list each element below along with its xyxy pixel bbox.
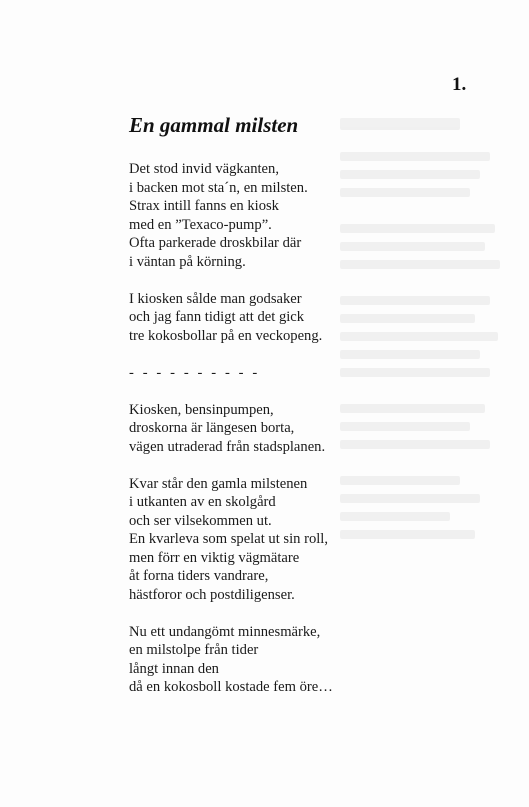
poem-line: Ofta parkerade droskbilar där xyxy=(129,235,302,251)
stanza-5 xyxy=(129,623,389,697)
poem-line: Strax intill fanns en kiosk xyxy=(129,198,279,214)
poem-line: vägen utraderad från stadsplanen. xyxy=(129,438,326,455)
stanza-1 xyxy=(129,160,389,271)
poem-line: droskorna är längesen borta, xyxy=(129,420,295,436)
poem-line: Kiosken, bensinpumpen, xyxy=(129,401,274,418)
poem-line: långt innan den xyxy=(129,660,219,677)
poem-line: i utkanten av en skolgård xyxy=(129,494,276,510)
poem-line: och ser vilsekommen ut. xyxy=(129,512,272,529)
stanza-3 xyxy=(129,401,389,457)
page-number: 1. xyxy=(452,74,467,95)
poem-line: tre kokosbollar på en veckopeng. xyxy=(129,327,323,344)
poem-line: då en kokosboll kostade fem öre… xyxy=(129,679,333,695)
poem-line: och jag fann tidigt att det gick xyxy=(129,309,305,325)
poem-line: Det stod invid vägkanten, xyxy=(129,161,279,177)
poem-line: En kvarleva som spelat ut sin roll, xyxy=(129,531,329,547)
poem-line: men förr en viktig vägmätare xyxy=(129,549,300,566)
poem-line: i backen mot sta´n, en milsten. xyxy=(129,179,308,196)
poem-line: I kiosken sålde man godsaker xyxy=(129,290,302,307)
poem-body xyxy=(129,160,389,715)
poem-line: åt forna tiders vandrare, xyxy=(129,568,269,584)
stanza-4 xyxy=(129,475,389,605)
stanza-2 xyxy=(129,290,389,346)
section-divider: - - - - - - - - - - xyxy=(129,364,260,381)
poem-title: En gammal milsten xyxy=(129,113,299,137)
poem-line: en milstolpe från tider xyxy=(129,642,259,658)
poem-line: Kvar står den gamla milstenen xyxy=(129,475,308,492)
poem-line: hästforor och postdiligenser. xyxy=(129,586,295,603)
poem-line: Nu ett undangömt minnesmärke, xyxy=(129,623,321,640)
poem-line: med en ”Texaco-pump”. xyxy=(129,216,272,233)
poem-line: i väntan på körning. xyxy=(129,253,246,270)
